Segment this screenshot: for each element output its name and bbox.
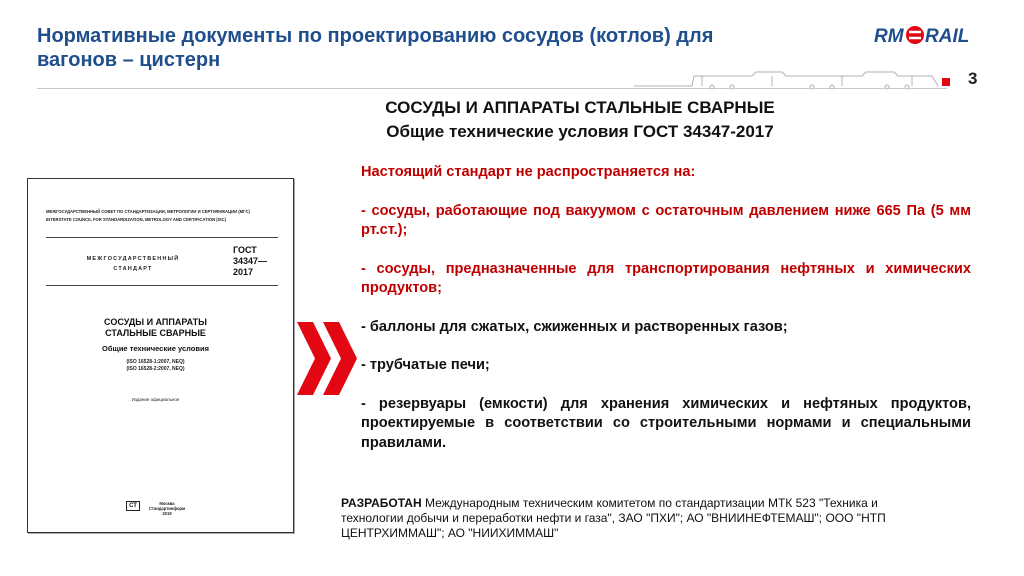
scope-item-transport: - сосуды, предназначенные для транспортирования нефтяных и химических продуктов;: [361, 260, 971, 296]
red-square-marker: [942, 78, 950, 86]
page-number: 3: [968, 69, 978, 88]
slide-title: [37, 24, 797, 72]
standard-mark-icon: СТ: [126, 501, 140, 511]
developed-label: РАЗРАБОТАН: [341, 496, 422, 510]
scope-intro: Настоящий стандарт не распространяется на:: [361, 164, 696, 180]
slide-title-line2: вагонов – цистерн: [37, 49, 221, 71]
gost-cover-image: [27, 178, 294, 533]
double-chevron-right-icon: [297, 322, 359, 395]
cover-publisher: Москва Стандартинформ 2019: [148, 501, 186, 516]
cover-subtitle: Общие технические условия: [102, 344, 209, 353]
header-divider: [37, 88, 947, 89]
rmrail-logo: [872, 22, 994, 48]
scope-item-tanks: - резервуары (емкости) для хранения химических и нефтяных продуктов, проектируемые в соответствии со строительными нормами и специальными правилами.: [361, 395, 971, 451]
cover-gost-number: ГОСТ 34347— 2017: [233, 245, 268, 277]
developed-text: Международным техническим комитетом по стандартизации МТК 523 "Техника и технологии добычи и переработки нефти и газа", ЗАО "ПХИ"; АО "ВНИИНЕФТЕМАШ"; ООО "НТП ЦЕНТРХИММАШ"; АО "НИИХИММАШ": [341, 496, 886, 540]
logo-right-text: RAIL: [925, 26, 970, 47]
train-outline-decoration: [632, 66, 942, 90]
cover-council: МЕЖГОСУДАРСТВЕННЫЙ СОВЕТ ПО СТАНДАРТИЗАЦИИ, МЕТРОЛОГИИ И СЕРТИФИКАЦИИ (МГС) INTERSTATE COUNCIL FOR STANDARDIZATION, METROLOGY AND CERTIFICATION (ISC): [46, 209, 250, 222]
scope-item-cylinders: - баллоны для сжатых, сжиженных и растворенных газов;: [361, 318, 788, 335]
slide-title-line1: Нормативные документы по проектированию сосудов (котлов) для: [37, 25, 714, 47]
cover-official-edition: Издание официальное: [131, 397, 180, 402]
cover-rule: [46, 285, 278, 286]
developed-by: [341, 496, 921, 541]
scope-exclusions: [361, 163, 971, 472]
document-subheading: Общие технические условия ГОСТ 34347-2017: [386, 122, 774, 141]
scope-item-vacuum: - сосуды, работающие под вакуумом с остаточным давлением ниже 665 Па (5 мм рт.ст.);: [361, 202, 971, 238]
cover-rule: [46, 237, 278, 238]
logo-left-text: RM: [874, 26, 904, 47]
document-heading: СОСУДЫ И АППАРАТЫ СТАЛЬНЫЕ СВАРНЫЕ: [385, 98, 775, 117]
cover-standard-label: МЕЖГОСУДАРСТВЕННЫЙ СТАНДАРТ: [86, 256, 180, 272]
cover-iso-refs: (ISO 16528-1:2007, NEQ) (ISO 16528-2:2007, NEQ): [126, 359, 185, 372]
scope-item-furnaces: - трубчатые печи;: [361, 357, 490, 373]
cover-title: СОСУДЫ И АППАРАТЫ СТАЛЬНЫЕ СВАРНЫЕ: [104, 317, 207, 338]
